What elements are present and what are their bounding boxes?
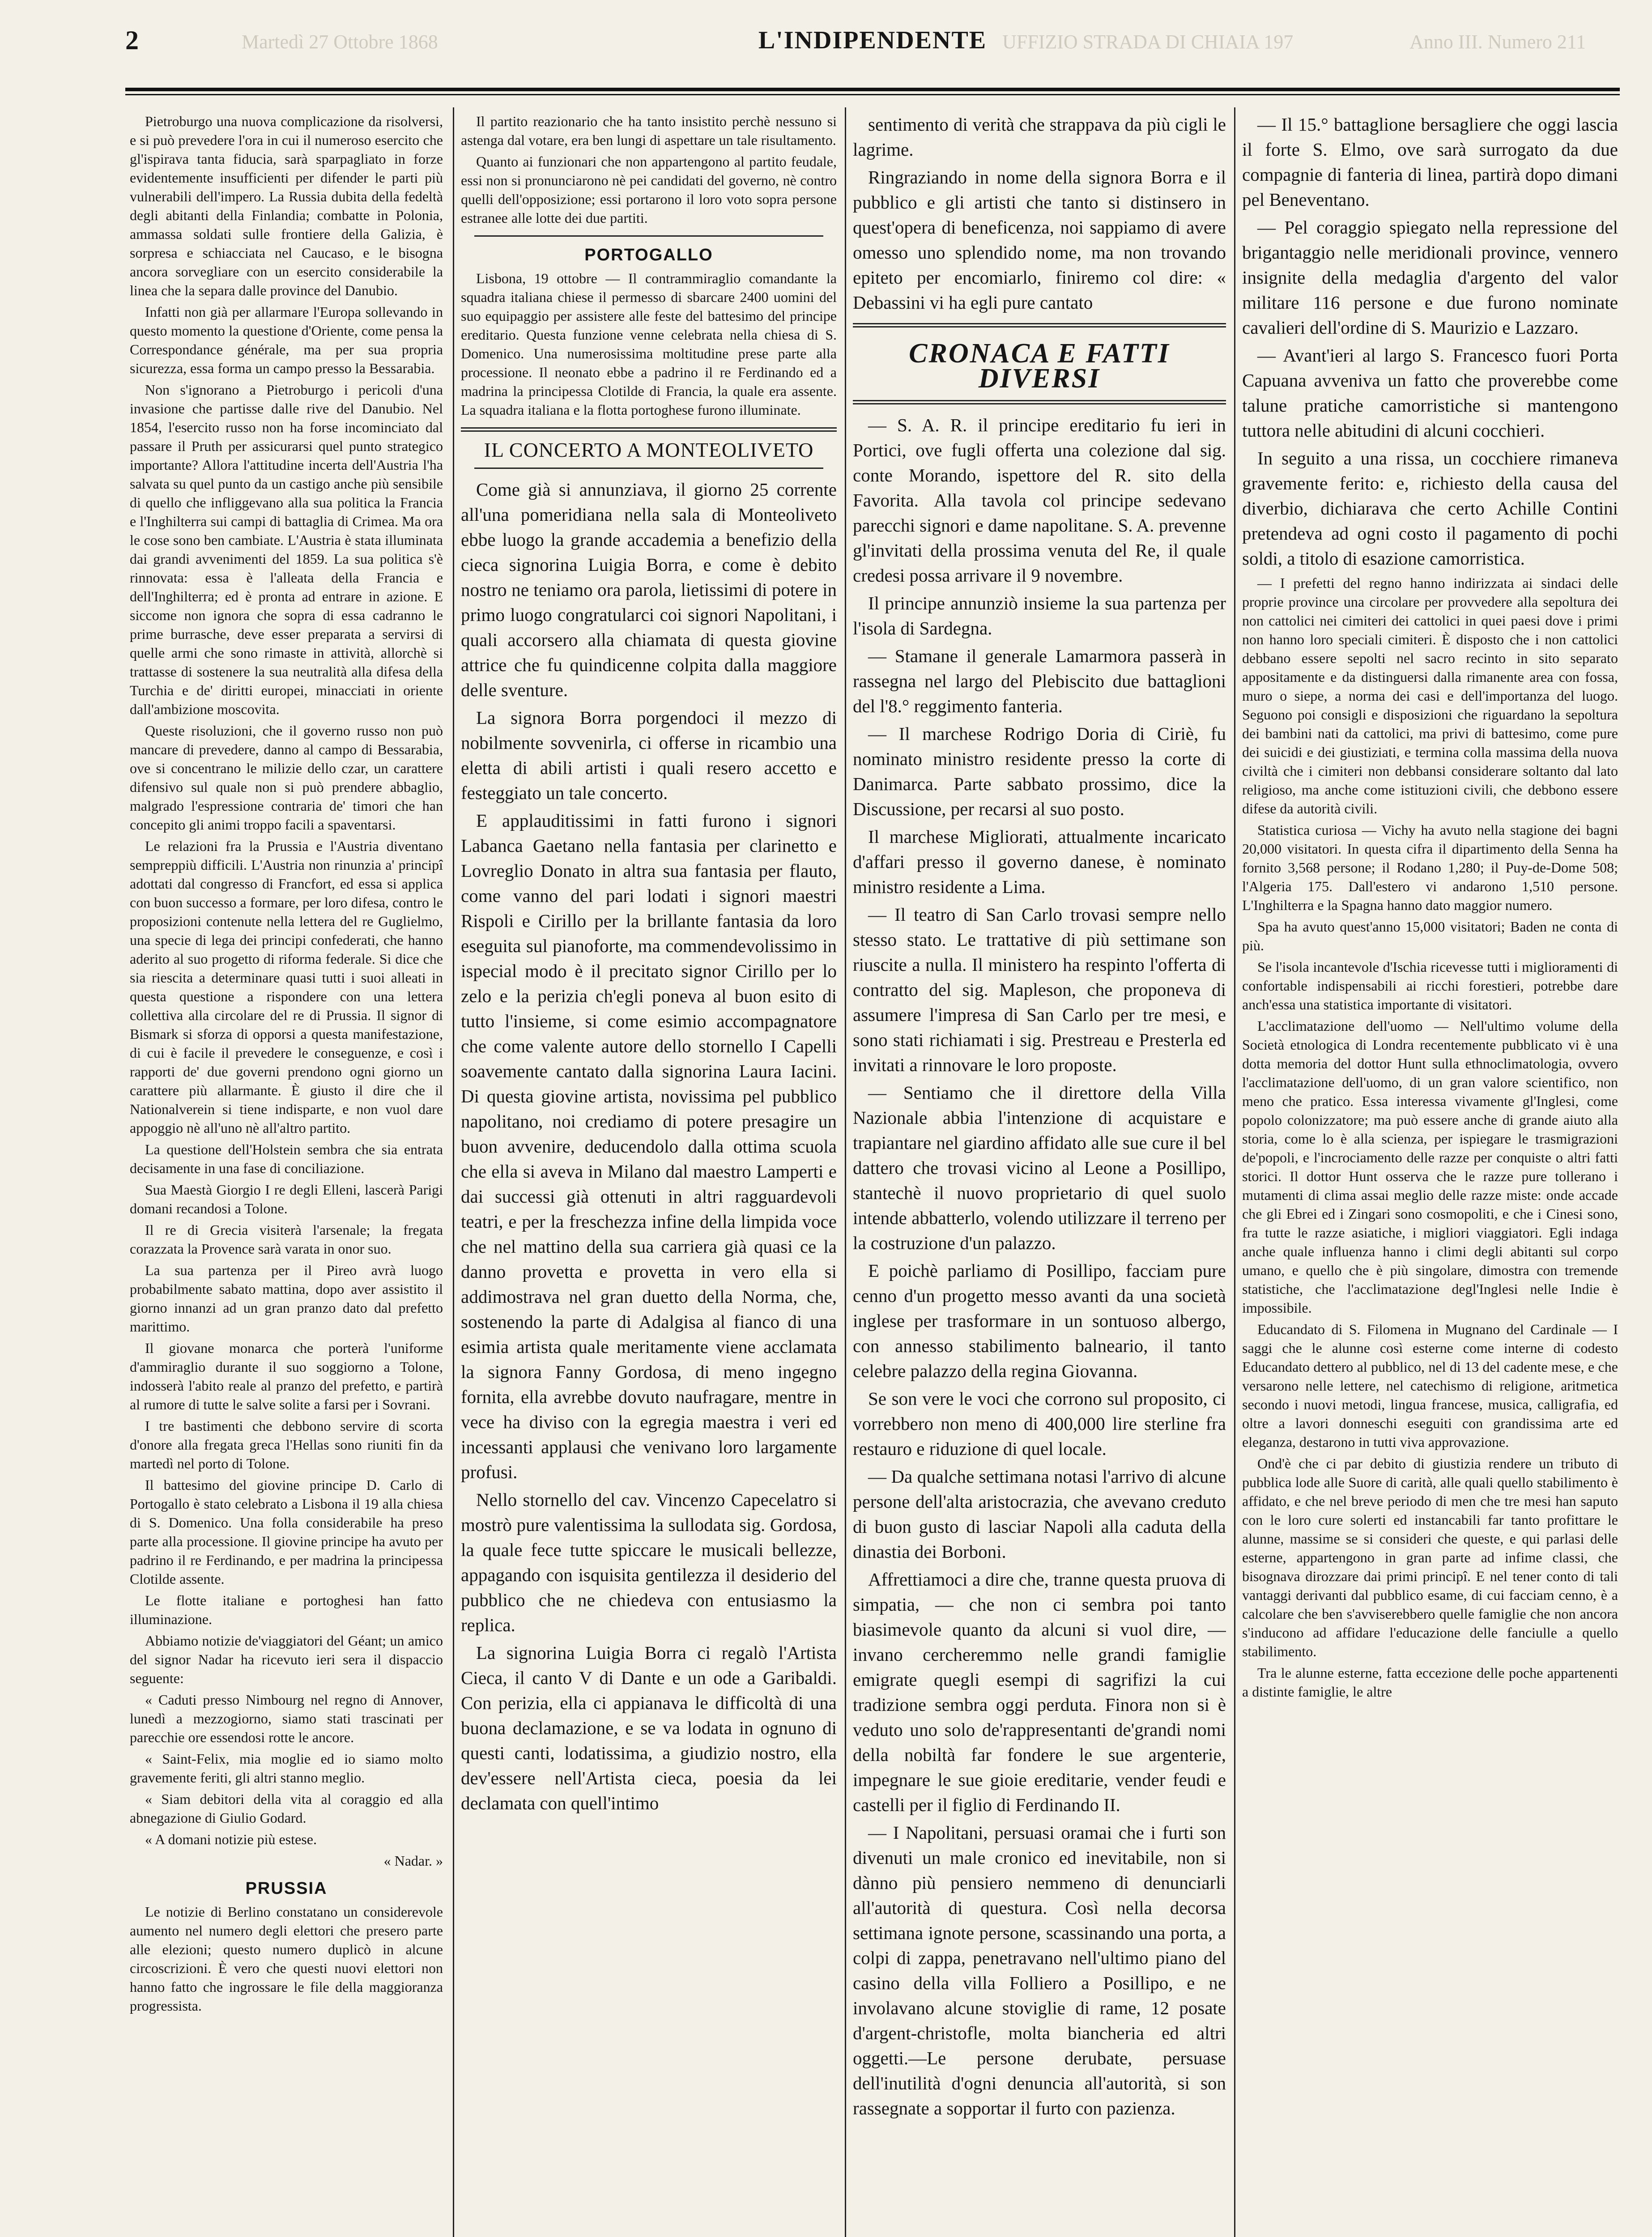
paragraph: Spa ha avuto quest'anno 15,000 visitatori; Baden ne conta di più. xyxy=(1242,919,1618,953)
column-1-body xyxy=(130,112,443,1849)
paragraph: — Pel coraggio spiegato nella repressione del brigantaggio nelle meridionali province, vennero insignite della medaglia d'argento del valor militare 116 persone e due furono nominate cavalieri dell'ordine di S. Maurizio e Lazzaro. xyxy=(1242,217,1618,338)
paragraph: Ringraziando in nome della signora Borra e il pubblico e gli artisti che tanto si distinsero in quest'opera di beneficenza, noi sappiamo di avere omesso uno splendido nome, ma non trovando epiteto per encomiarlo, finiremo col dire: « Debassini vi ha egli pure cantato xyxy=(853,167,1226,313)
page-number: 2 xyxy=(125,26,139,55)
paragraph: Il principe annunziò insieme la sua partenza per l'isola di Sardegna. xyxy=(853,593,1226,638)
section-heading-prussia: PRUSSIA xyxy=(245,1879,328,1898)
paragraph: « Caduti presso Nimbourg nel regno di Annover, lunedì a mezzogiorno, siamo stati trascinati per parecchie ore essendosi rotte le ancore. xyxy=(130,1692,443,1745)
paragraph: — Il teatro di San Carlo trovasi sempre nello stesso stato. Le trattative di più settimane son riuscite a nulla. Il ministero ha respinto l'offerta di contratto del sig. Mapleson, che proponeva di assumere l'impresa di San Carlo per tre mesi, e sono stati richiamati i sig. Prestreau e Presterla ed invitati a rinnovare le loro proposte. xyxy=(853,904,1226,1075)
portogallo-body xyxy=(461,269,837,419)
section-heading-cronaca: CRONACA E FATTI DIVERSI xyxy=(909,338,1170,394)
paragraph: Il re di Grecia visiterà l'arsenale; la fregata corazzata la Provence sarà varata in onor suo. xyxy=(130,1222,443,1257)
column-4 xyxy=(1242,112,1618,2237)
paragraph: Il giovane monarca che porterà l'uniforme d'ammiraglio durante il suo soggiorno a Tolone, indosserà l'abito reale al pranzo del prefetto, e partirà al rumore di tutte le salve solite a farsi per i Sovrani. xyxy=(130,1340,443,1412)
paragraph: Ond'è che ci par debito di giustizia rendere un tributo di pubblica lode alle Suore di carità, alle quali quello stabilimento è affidato, e che nel breve periodo di men che tre mesi han saputo con le loro cure solerti ed instancabili far tanto profittare le alunne, massime se si consideri che queste, e qui parlasi delle esterne, appartengono in gran parte ad infime classi, che bisognava dirozzare dai primi principî. E nel tener conto di tali vantaggi derivanti dal pubblico esame, di cui facciam cenno, è a calcolare che ben s'avviserebbero quelle famiglie che non ancora s'inducono ad affidare l'educazione delle fanciulle a quello stabilimento. xyxy=(1242,1455,1618,1659)
concerto-body xyxy=(461,477,837,1816)
paragraph: Statistica curiosa — Vichy ha avuto nella stagione dei bagni 20,000 visitatori. In questa cifra il dipartimento della Senna ha fornito 3,568 persone; il Rodano 1,280; il Puy-de-Dome 508; l'Algeria 175. Dall'estero vi andarono 1,510 persone. L'Inghilterra e la Spagna hanno dato maggior numero. xyxy=(1242,822,1618,913)
paragraph: I tre bastimenti che debbono servire di scorta d'onore alla fregata greca l'Hellas sono riuniti fin da martedì nel porto di Tolone. xyxy=(130,1418,443,1471)
paragraph: « Saint-Felix, mia moglie ed io siamo molto gravemente feriti, gli altri stanno meglio. xyxy=(130,1751,443,1786)
paragraph: Le relazioni fra la Prussia e l'Austria diventano sempreppiù difficili. L'Austria non rinunzia a' principî adottati dal congresso di Francfort, ed essa si applica con buon successo a formare, per loro difesa, contro le proposizioni contenute nella lettera del re Guglielmo, una specie di lega dei principi confederati, che hanno aderito al suo progetto di riforma federale. Si dice che sia riescita a determinare quasi tutti i suoi alleati in questa questione a rispondere con una lettera collettiva alla circolare del re di Prussia. Il signor di Bismark si sforza di opporsi a questa manifestazione, di cui è facile il prevedere le conseguenze, e così i rapporti de' due governi prendono ogni giorno un carattere più allarmante. È giusto il dire che il Nationalverein si tiene indisparte, e non vuol dare appoggio nè all'uno nè all'altro partito. xyxy=(130,838,443,1136)
paragraph: Nello stornello del cav. Vincenzo Capecelatro si mostrò pure valentissima la sullodata sig. Gordosa, la quale fece tutte spiccare le musicali bellezze, appagando con isquisita gentilezza il desiderio del pubblico che ne chiedeva con entusiasmo la replica. xyxy=(461,1489,837,1635)
header-rule xyxy=(125,88,1620,91)
paragraph: E applauditissimi in fatti furono i signori Labanca Gaetano nella fantasia per clarinetto e Lovreglio Donato in altra sua fantasia per flauto, come vanno del pari lodati i signori maestri Rispoli e Cirillo per la brillante fantasia da loro eseguita sul pianoforte, ma commendevolissimo in ispecial modo è il precitato signor Cirillo per lo zelo e la perizia ch'egli poneva al buon esito di tutto l'insieme, si come esimio accompagnatore che come valente autore dello stornello I Capelli soavemente cantato dalla signorina Laura Iacini. Di questa giovine artista, novissima pel pubblico napolitano, noi crediamo di potere presagire un buon avvenire, deducendolo dalla ottima scuola che ella si aveva in Milano dal maestro Lamperti e dai successi già ottenuti in altri ragguardevoli teatri, e per la freschezza infine della limpida voce che nel mattino della sua carriera già quasi ce la danno provetta e provetta in vero ella si addimostrava nel gran duetto della Norma, che, sostenendo la parte di Adalgisa al fianco di una esimia artista quale meritamente viene acclamata la signora Fanny Gordosa, di meno ingegno fornita, ella avrebbe dovuto naufragare, mentre in vece ha diviso con la egregia maestra i veri ed incessanti applausi che venivano loro largamente profusi. xyxy=(461,810,837,1482)
column-2 xyxy=(461,112,837,2237)
paragraph: « A domani notizie più estese. xyxy=(145,1831,317,1847)
paragraph: Affrettiamoci a dire che, tranne questa pruova di simpatia, — che non ci sembra poi tanto biasimevole quanto da alcuni si vuol dire, — invano cercheremmo nelle grandi famiglie emigrate quegli esempi di sagrifizi la cui tradizione sembra oggi perduta. Finora non si è veduto uno solo de'rappresentanti de'grandi nomi della nobiltà far fondere le sue argenterie, impegnare le sue gioie ereditarie, vender feudi e castelli per il figlio di Ferdinando II. xyxy=(853,1569,1226,1815)
masthead xyxy=(125,22,1620,58)
paragraph: Non s'ignorano a Pietroburgo i pericoli d'una invasione che partisse dalle rive del Danubio. Nel 1854, l'esercito russo non ha forse incominciato dal passare il Pruth per assicurarsi quel punto strategico importante? Allora l'attitudine incerta dell'Austria l'ha salvata su quel punto da un castigo anche più sensibile di quello che infliggevano alla sua politica la Francia e l'Inghilterra sui campi di battaglia di Crimea. Ma ora le cose sono ben cambiate. L'Austria è stata illuminata dai grandi avvenimenti del 1859. La sua politica s'è rinnovata: essa è l'alleata della Francia e dell'Inghilterra; ed è pronta ad entrare in azione. E siccome non ignora che sopra di essa cadranno le prime burrasche, deve esser preparata a servirsi di quelle armi che sono rimaste in attività, allorchè si trattasse di sostenere la sua neutralità alla difesa della Turchia e de' diritti europei, minacciati in oriente dall'ambizione moscovita. xyxy=(130,382,443,717)
paragraph: Abbiamo notizie de'viaggiatori del Géant; un amico del signor Nadar ha ricevuto ieri sera il dispaccio seguente: xyxy=(130,1633,443,1686)
paragraph: Le flotte italiane e portoghesi han fatto illuminazione. xyxy=(130,1592,443,1627)
newspaper-title: L'INDIPENDENTE xyxy=(758,26,987,54)
paragraph: — S. A. R. il principe ereditario fu ieri in Portici, ove fugli offerta una colezione dal sig. conte Morando, ispettore del R. sito della Favorita. Alla tavola col principe sedevano parecchi signori e dame napolitane. S. A. prevenne gl'invitati della prossima venuta del Re, il quale credesi possa arrivare il 9 novembre. xyxy=(853,415,1226,586)
paragraph: « Siam debitori della vita al coraggio ed alla abnegazione di Giulio Godard. xyxy=(130,1791,443,1826)
paragraph: La signorina Luigia Borra ci regalò l'Artista Cieca, il canto V di Dante e un ode a Garibaldi. Con perizia, ella ci appianava le difficoltà di una buona declamazione, e se va lodata in ognuno di questi canti, lodatissima, a giudizio nostro, ella dev'essere nell'Artista cieca, poesia da lei declamata con quell'intimo xyxy=(461,1642,837,1813)
separator xyxy=(853,323,1226,327)
column-4-body xyxy=(1242,112,1618,571)
separator xyxy=(853,400,1226,404)
paragraph: Il battesimo del giovine principe D. Carlo di Portogallo è stato celebrato a Lisbona il 19 alla chiesa di S. Domenico. Una folla considerabile ha preso parte alla processione. Il giovine principe ha avuto per padrino il re Ferdinando, e per madrina la principessa Clotilde assente. xyxy=(130,1477,443,1587)
column-divider xyxy=(453,107,454,2237)
paragraph: Le notizie di Berlino constatano un considerevole aumento nel numero degli elettori che presero parte alle elezioni; questo numero duplicò in alcune circoscrizioni. È vero che questi nuovi elettori non hanno fatto che ingrossare le file della maggioranza progressista. xyxy=(130,1904,443,2014)
paragraph: — Il 15.° battaglione bersagliere che oggi lascia il forte S. Elmo, ove sarà surrogato da due compagnie di fanteria di linea, partirà dopo dimani pel Beneventano. xyxy=(1242,114,1618,210)
paragraph: Sua Maestà Giorgio I re degli Elleni, lascerà Parigi domani recandosi a Tolone. xyxy=(130,1182,443,1216)
column-divider xyxy=(845,107,846,2237)
paragraph: E poichè parliamo di Posillipo, facciam pure cenno d'un progetto messo avanti da una società inglese per trasformare in un sontuoso albergo, con annesso stabilimento balneario, il tanto celebre palazzo della regina Giovanna. xyxy=(853,1260,1226,1381)
paragraph: Se l'isola incantevole d'Ischia ricevesse tutti i miglioramenti di confortable indispensabili ai ricchi forestieri, potrebbe dare anch'essa una statistica importante di visitatori. xyxy=(1242,959,1618,1012)
paragraph: — Avant'ieri al largo S. Francesco fuori Porta Capuana avveniva un fatto che proverebbe come talune pratiche camorristiche si mantengono tuttora nelle abitudini di alcuni cocchieri. xyxy=(1242,345,1618,441)
paragraph: sentimento di verità che strappava da più cigli le lagrime. xyxy=(853,114,1226,160)
paragraph: Infatti non già per allarmare l'Europa sollevando in questo momento la questione d'Oriente, come pensa la Correspondance générale, ma per sua propria sicurezza, essa forma un campo presso la Bessarabia. xyxy=(130,304,443,376)
paragraph: L'acclimatazione dell'uomo — Nell'ultimo volume della Società etnologica di Londra recentemente pubblicato vi è una dotta memoria del dottor Hunt sulla ethnoclimatologia, ovvero l'acclimatazione dell'uomo, di un gran valore scientifico, non meno che pratico. Essa interessa vivamente gl'Inglesi, come popolo colonizzatore; ma può essere anche di grande aiuto alla storia, come lo è alla scienza, per ispiegare le trasmigrazioni de'popoli, e l'incrociamento delle razze per conquiste o altri fatti storici. Il dottor Hunt osserva che le razze pure tollerano i mutamenti di clima assai meglio delle razze miste: onde accade che gli Ebrei ed i Zingari sono cosmopoliti, e che i Cinesi sono, fra tutte le razze asiatiche, i migliori viaggiatori. Egli indaga anche quale influenza hanno i climi degli abitanti sul corpo umano, e quello che è più singolare, dimostra con tremende statistiche, che l'acclimatazione degl'Inglesi nelle Indie è impossibile. xyxy=(1242,1018,1618,1316)
column-divider xyxy=(1234,107,1235,2237)
column-3-top-body xyxy=(853,112,1226,315)
paragraph: Queste risoluzioni, che il governo russo non può mancare di prevedere, danno al campo di Bessarabia, ove si concentrano le milizie dello czar, un carattere difensivo sul quale non si può prendere abbaglio, malgrado l'espressione contraria de' timori che han concepito gli animi troppo facili a spaventarsi. xyxy=(130,723,443,833)
column-2-top-body xyxy=(461,112,837,227)
header-rule-thin xyxy=(125,94,1620,95)
paragraph: — Stamane il generale Lamarmora passerà in rassegna nel largo del Plebiscito due battaglioni del l'8.° reggimento fanteria. xyxy=(853,646,1226,716)
paragraph: Come già si annunziava, il giorno 25 corrente all'una pomeridiana nella sala di Monteoliveto ebbe luogo la grande accademia a benefizio della cieca signorina Luigia Borra, e come è debito nostro ne teniamo ora parola, lietissimi di potere in primo luogo congratularci coi signori Napolitani, i quali accorsero alla chiamata di questa giovine attrice che fu quindicenne colpita dalla maggiore delle sventure. xyxy=(461,479,837,700)
column-4-small-body xyxy=(1242,574,1618,1701)
bleed-through-office: UFFIZIO STRADA DI CHIAIA 197 xyxy=(1002,31,1294,53)
paragraph: La sua partenza per il Pireo avrà luogo probabilmente sabato mattina, dopo aver assistito il giorno innanzi ad un gran pranzo dato dal prefetto marittimo. xyxy=(130,1262,443,1335)
column-3 xyxy=(853,112,1226,2237)
signature: « Nadar. » xyxy=(383,1853,443,1869)
separator xyxy=(461,427,837,432)
paragraph: La questione dell'Holstein sembra che sia entrata decisamente in una fase di conciliazione. xyxy=(130,1141,443,1176)
paragraph: — Da qualche settimana notasi l'arrivo di alcune persone dell'alta aristocrazia, che avevano creduto di buon gusto di lasciar Napoli alla caduta della dinastia dei Borboni. xyxy=(853,1466,1226,1562)
paragraph: — Sentiamo che il direttore della Villa Nazionale abbia l'intenzione di acquistare e trapiantare nel giardino affidato alle sue cure il bel dattero che trovasi vicino al Leone a Posillipo, stantechè il nuovo proprietario di quel suolo intende abbatterlo, volendo utilizzare il terreno per la costruzione d'un palazzo. xyxy=(853,1082,1226,1253)
paragraph: Il partito reazionario che ha tanto insistito perchè nessuno si astenga dal votare, era ben lungi di aspettare un tale risultamento. xyxy=(461,113,837,148)
separator xyxy=(474,235,823,237)
cronaca-body xyxy=(853,413,1226,2121)
paragraph: Tra le alunne esterne, fatta eccezione delle poche appartenenti a distinte famiglie, le altre xyxy=(1242,1665,1618,1700)
section-heading-concerto: IL CONCERTO A MONTEOLIVETO xyxy=(484,438,814,461)
section-heading-portogallo: PORTOGALLO xyxy=(584,246,713,264)
paragraph: — I Napolitani, persuasi oramai che i furti son divenuti un male cronico ed inevitabile, non si dànno più pensiero nemmeno di denunciarli all'autorità di questura. Così nella decorsa settimana ignote persone, scassinando una porta, a colpi di zappa, penetravano nell'ultimo piano del casino della villa Folliero a Posillipo, e ne involavano alcune stoviglie di rame, 12 posate d'argent-christofle, molta biancheria ed altri oggetti.—Le persone derubate, persuase dell'inutilità d'ogni denuncia all'autorità, si son rassegnate a sopportar il furto con pazienza. xyxy=(853,1822,1226,2118)
prussia-body xyxy=(130,1902,443,2015)
separator xyxy=(474,468,823,469)
bleed-through-issue: Anno III. Numero 211 xyxy=(1409,31,1586,53)
paragraph: Educandato di S. Filomena in Mugnano del Cardinale — I saggi che le alunne così esterne come interne di codesto Educandato dettero al pubblico, nel di 13 del cadente mese, e che versarono nelle lettere, nel catechismo di religione, aritmetica secondo i nuovi metodi, lingua francese, musica, calligrafia, ed oltre a lavori donneschi eseguiti con grandissima arte ed eleganza, destarono in tutti viva approvazione. xyxy=(1242,1321,1618,1450)
paragraph: Il marchese Migliorati, attualmente incaricato d'affari presso il governo danese, è nominato ministro residente a Lima. xyxy=(853,826,1226,897)
paragraph: La signora Borra porgendoci il mezzo di nobilmente sovvenirla, ci offerse in ricambio una eletta di abili artisti i quali resero accetto e festeggiato un tale concerto. xyxy=(461,707,837,803)
paragraph: In seguito a una rissa, un cocchiere rimaneva gravemente ferito: e, richiesto della causa del diverbio, dichiarava che certo Achille Contini pretendeva ad ogni costo il pagamento di pochi soldi, a titolo di esazione camorristica. xyxy=(1242,448,1618,569)
paragraph: Se son vere le voci che corrono sul proposito, ci vorrebbero non meno di 400,000 lire sterline fra restauro e riduzione di quel locale. xyxy=(853,1388,1226,1459)
paragraph: Pietroburgo una nuova complicazione da risolversi, e si può prevedere l'ora in cui il numeroso esercito che gl'ispirava tanta fiducia, sarà sparpagliato in forze evidentemente insufficienti per difender le parti più vulnerabili dell'impero. La Russia dubita della fedeltà degli abitanti della Finlandia; combatte in Polonia, ammassa soldati sulle frontiere della Galizia, è sorpresa e schiacciata nel Caucaso, e le bisogna ancora sorvegliare con un esercito considerabile la linea che la separa dalle province del Danubio. xyxy=(130,113,443,298)
bleed-through-date: Martedì 27 Ottobre 1868 xyxy=(242,31,438,53)
paragraph: Quanto ai funzionari che non appartengono al partito feudale, essi non si pronunciarono nè pei candidati del governo, nè contro quelli dell'opposizione; essi portarono il loro voto sopra persone estranee alle lotte dei due partiti. xyxy=(461,153,837,226)
paragraph: — Il marchese Rodrigo Doria di Ciriè, fu nominato ministro residente presso la corte di Danimarca. Parte sabbato prossimo, dice la Discussione, per recarsi al suo posto. xyxy=(853,723,1226,819)
column-1 xyxy=(130,112,443,2237)
paragraph: — I prefetti del regno hanno indirizzata ai sindaci delle proprie province una circolare per provvedere alla sepoltura dei non cattolici nei cimiteri dei cattolici in quei paesi dove i primi non hanno loro speciali cimiteri. È disposto che i non cattolici debbano essere sepolti nel sacro recinto in sito separato appositamente e da distinguersi dalla rimanente area con fossa, muro o siepe, a norma dei casi e dell'importanza del luogo. Seguono poi consigli e disposizioni che riguardano la sepoltura dei bambini nati da cattolici, ma privi di battesimo, come pure dei suicidi e dei giustiziati, e termina colla massima della nuova civiltà che i cimiteri non debbansi considerare soltanto dal lato religioso, ma anche come istituzioni civili, che debbono essere difese da autorità civili. xyxy=(1242,575,1618,817)
paragraph: Lisbona, 19 ottobre — Il contrammiraglio comandante la squadra italiana chiese il permesso di sbarcare 2400 uomini del suo equipaggio per assistere alle feste del battesimo del principe ereditario. Questa funzione venne celebrata nella chiesa di S. Domenico. Una numerosissima moltitudine prese parte alla processione. Il neonato ebbe a padrino il re Ferdinando ed a madrina la principessa Clotilde di Francia, la quale era assente. La squadra italiana e la flotta portoghese furono illuminate. xyxy=(461,270,837,418)
